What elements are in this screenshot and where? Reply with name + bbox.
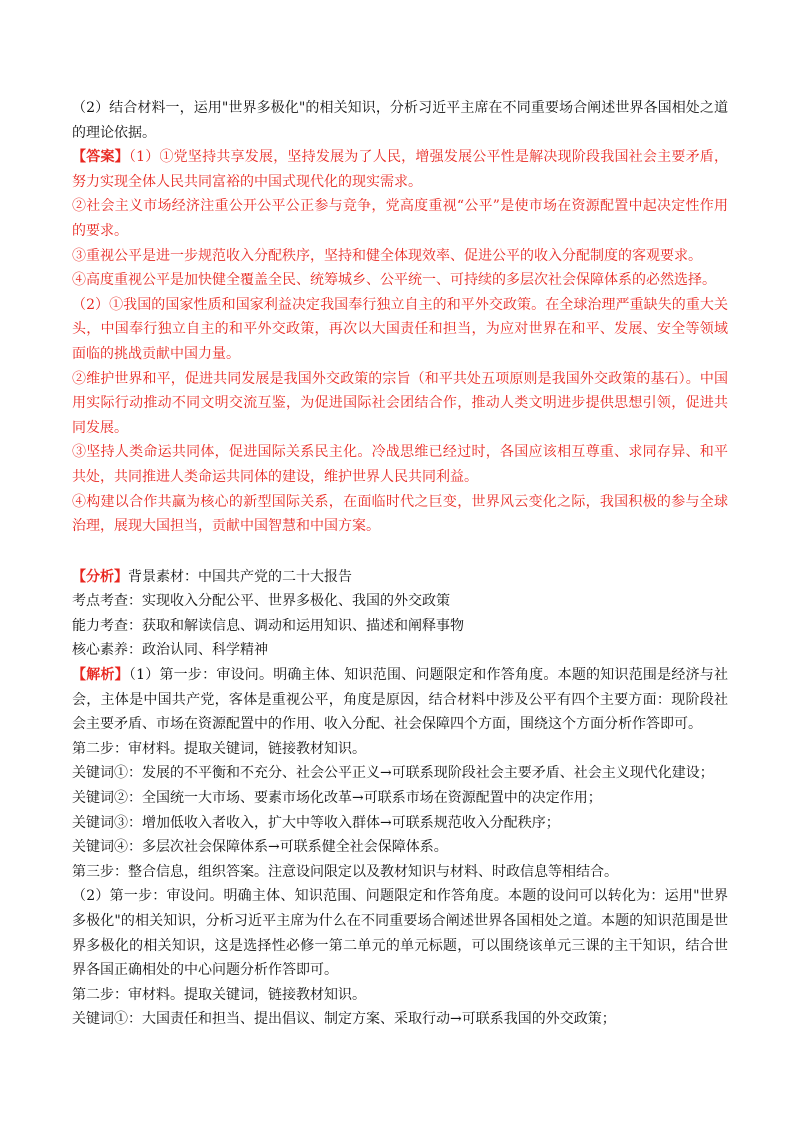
answer-line-2: ②社会主义市场经济注重公开公平公正参与竞争，党高度重视“公平”是使市场在资源配置中起决定性作用的要求。 [72, 198, 728, 239]
analysis-line-4: 核心素养：政治认同、科学精神 [72, 642, 268, 659]
explanation-line-3: 关键词①：发展的不平衡和不充分、社会公平正义→可联系现阶段社会主要矛盾、社会主义现代化建设； [72, 765, 714, 782]
explanation-line-4: 关键词②：全国统一大市场、要素市场化改革→可联系市场在资源配置中的决定作用； [72, 790, 602, 807]
explanation-line-5: 关键词③：增加低收入者收入，扩大中等收入群体→可联系规范收入分配秩序； [72, 814, 560, 831]
analysis-tag: 【分析】 [72, 568, 128, 585]
question-2: （2）结合材料一，运用"世界多极化"的相关知识，分析习近平主席在不同重要场合阐述世界各国相处之道的理论依据。 [72, 100, 728, 141]
analysis-background: 背景素材：中国共产党的二十大报告 [128, 568, 352, 585]
answer-line-3: ③重视公平是进一步规范收入分配秩序，坚持和健全体现效率、促进公平的收入分配制度的客观要求。 [72, 247, 702, 264]
explanation-line-7: 第三步：整合信息，组织答案。注意设问限定以及教材知识与材料、时政信息等相结合。 [72, 863, 618, 880]
analysis-line-3: 能力考查：获取和解读信息、调动和运用知识、描述和阐释事物 [72, 617, 464, 634]
analysis-line-1 [72, 565, 728, 590]
explanation-line-1 [72, 663, 728, 737]
answer-line-5: （2）①我国的国家性质和国家利益决定我国奉行独立自主的和平外交政策。在全球治理严重缺失的重大关头，中国奉行独立自主的和平外交政策，再次以大国责任和担当，为应对世界在和平、发展、安全等领域面临的挑战贡献中国力量。 [72, 296, 728, 362]
answer-tag: 【答案】 [72, 149, 129, 166]
answer-line-1 [72, 145, 728, 194]
answer-line-6: ②维护世界和平，促进共同发展是我国外交政策的宗旨（和平共处五项原则是我国外交政策的基石）。中国用实际行动推动不同文明交流互鉴，为促进国际社会团结合作，推动人类文明进步提供思想引领，促进共同发展。 [72, 370, 728, 436]
answer-line-4: ④高度重视公平是加快健全覆盖全民、统筹城乡、公平统一、可持续的多层次社会保障体系的必然选择。 [72, 272, 716, 289]
explanation-line-10: 关键词①：大国责任和担当、提出倡议、制定方案、采取行动→可联系我国的外交政策； [72, 1011, 616, 1028]
explanation-line-9: 第二步：审材料。提取关键词，链接教材知识。 [72, 986, 366, 1003]
answer-line-7: ③坚持人类命运共同体，促进国际关系民主化。冷战思维已经过时，各国应该相互尊重、求同存异、和平共处，共同推进人类命运共同体的建设，维护世界人民共同利益。 [72, 444, 728, 485]
answer-line-8: ④构建以合作共赢为核心的新型国际关系，在面临时代之巨变，世界风云变化之际，我国积极的参与全球治理，展现大国担当，贡献中国智慧和中国方案。 [72, 493, 728, 535]
explanation-line-8: （2）第一步：审设问。明确主体、知识范围、问题限定和作答角度。本题的设问可以转化为：运用"世界多极化"的相关知识，分析习近平主席为什么在不同重要场合阐述世界各国相处之道。本题的知识范围是世界多极化的相关知识，这是选择性必修一第二单元的单元标题，可以围绕该单元三课的主干知识，结合世界各国正确相处的中心问题分析作答即可。 [72, 888, 728, 979]
answer-text: （1）①党坚持共享发展，坚持发展为了人民，增强发展公平性是解决现阶段我国社会主要矛盾，努力实现全体人民共同富裕的中国式现代化的现实需求。 [72, 149, 729, 190]
analysis-line-2: 考点考查：实现收入分配公平、世界多极化、我国的外交政策 [72, 593, 450, 610]
explanation-line-2: 第二步：审材料。提取关键词，链接教材知识。 [72, 740, 366, 757]
explanation-first: （1）第一步：审设问。明确主体、知识范围、问题限定和作答角度。本题的知识范围是经济与社会，主体是中国共产党，客体是重视公平，角度是原因，结合材料中涉及公平有四个主要方面：现阶段社会主要矛盾、市场在资源配置中的作用、收入分配、社会保障四个方面，围绕这个方面分析作答即可。 [72, 667, 729, 733]
explanation-line-6: 关键词④：多层次社会保障体系→可联系健全社会保障体系。 [72, 839, 448, 856]
explanation-tag: 【解析】 [72, 667, 129, 684]
section-gap [72, 539, 728, 565]
document-page [72, 96, 728, 1032]
